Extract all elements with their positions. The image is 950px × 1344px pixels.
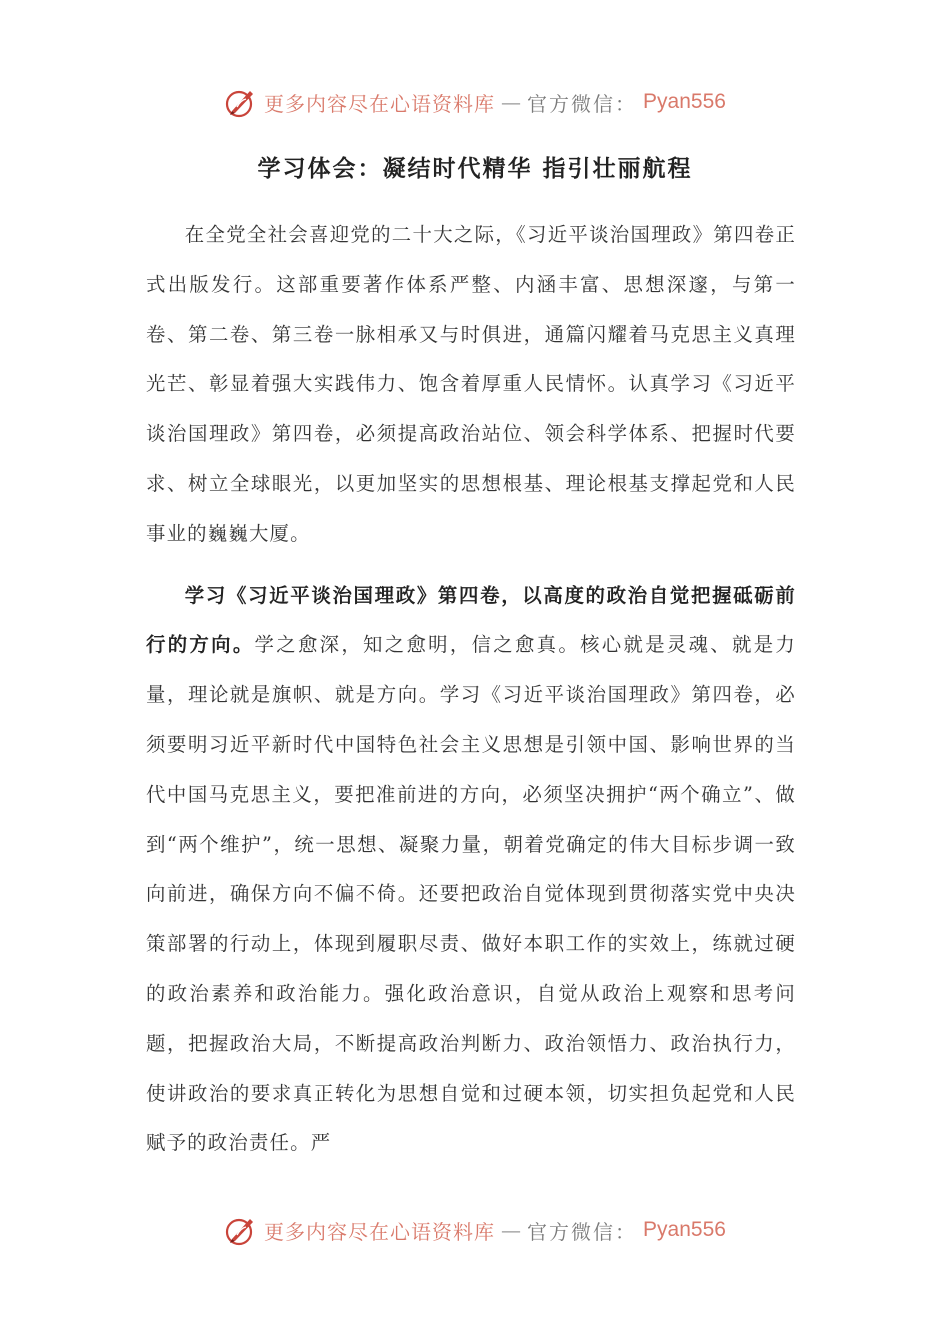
watermark-separator: — xyxy=(501,90,522,114)
watermark-id: Pyan556 xyxy=(643,1218,726,1241)
watermark-separator: — xyxy=(501,1218,522,1242)
footer-watermark xyxy=(0,1210,950,1250)
pen-logo-icon xyxy=(224,1213,258,1247)
header-watermark xyxy=(0,82,950,122)
watermark-label: 官方微信： xyxy=(527,1219,638,1244)
paragraph-text: 学之愈深，知之愈明，信之愈真。核心就是灵魂、就是力量，理论就是旗帜、就是方向。学习《习近平谈治国理政》第四卷，必须要明习近平新时代中国特色社会主义思想是引领中国、影响世界的当代中国马克思主义，要把准前进的方向，必须坚决拥护“两个确立”、做到“两个维护”，统一思想、凝聚力量，朝着党确定的伟大目标步调一致向前进，确保方向不偏不倚。还要把政治自觉体现到贯彻落实党中央决策部署的行动上，体现到履职尽责、做好本职工作的实效上，练就过硬的政治素养和政治能力。强化政治意识，自觉从政治上观察和思考问题，把握政治大局，不断提高政治判断力、政治领悟力、政治执行力，使讲政治的要求真正转化为思想自觉和过硬本领，切实担负起党和人民赋予的政治责任。严 xyxy=(146,633,797,1155)
document-body xyxy=(146,210,796,1168)
watermark-id: Pyan556 xyxy=(643,90,726,113)
watermark-text: 更多内容尽在心语资料库 xyxy=(264,91,496,116)
paragraph-text: 在全党全社会喜迎党的二十大之际，《习近平谈治国理政》第四卷正式出版发行。这部重要著作体系严整、内涵丰富、思想深邃，与第一卷、第二卷、第三卷一脉相承又与时俱进，通篇闪耀着马克思主义真理光芒、彰显着强大实践伟力、饱含着厚重人民情怀。认真学习《习近平谈治国理政》第四卷，必须提高政治站位、领会科学体系、把握时代要求、树立全球眼光，以更加坚实的思想根基、理论根基支撑起党和人民事业的巍巍大厦。 xyxy=(146,223,796,545)
watermark-text: 更多内容尽在心语资料库 xyxy=(264,1219,496,1244)
pen-logo-icon xyxy=(224,85,258,119)
page-title: 学习体会：凝结时代精华 指引壮丽航程 xyxy=(257,156,693,182)
paragraph-lead: 学习《习近平谈治国理政》第四卷，以高度的政治自觉把握砥砺前行的方向。 xyxy=(146,583,796,657)
watermark-label: 官方微信： xyxy=(527,91,638,116)
paragraph-1 xyxy=(146,210,796,559)
paragraph-2 xyxy=(146,571,796,1169)
